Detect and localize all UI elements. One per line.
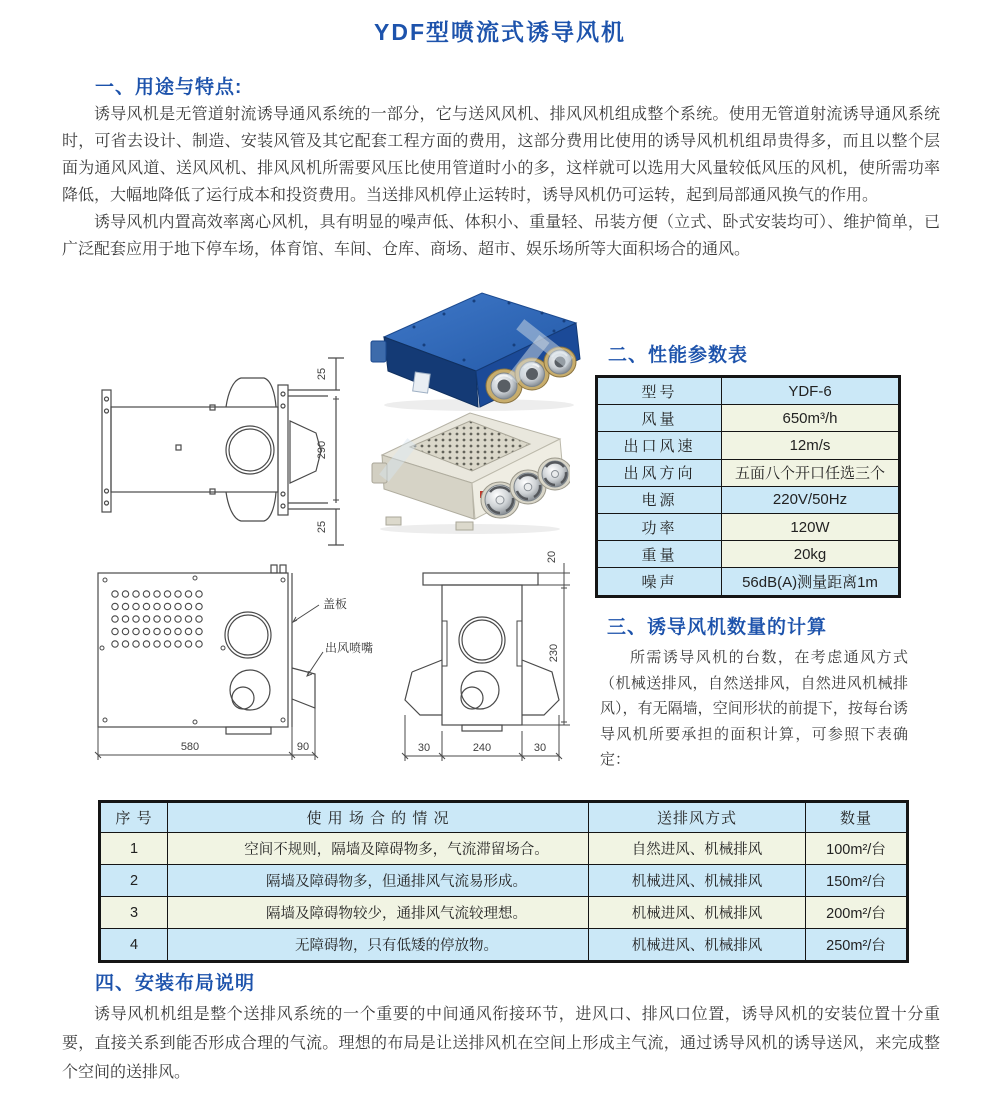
dim-plate: 20 [546, 550, 558, 564]
performance-spec-table [595, 375, 901, 598]
cell-situation: 无障碍物，只有低矮的停放物。 [168, 929, 589, 962]
label-sticker [413, 372, 430, 393]
spec-value: 五面八个开口任选三个 [722, 459, 900, 486]
cell-qty: 150m²/台 [806, 865, 908, 897]
table-row [100, 897, 908, 929]
spec-label: 型号 [597, 377, 722, 405]
cell-qty: 250m²/台 [806, 929, 908, 962]
cell-no: 3 [100, 897, 168, 929]
header-mode: 送排风方式 [589, 802, 806, 833]
header-no: 序 号 [100, 802, 168, 833]
table-row [597, 377, 900, 405]
table-row [100, 865, 908, 897]
spec-value: 56dB(A)测量距离1m [722, 568, 900, 596]
junction-box [371, 341, 386, 362]
mounting-foot [456, 522, 473, 530]
dim-nozzle: 90 [296, 741, 310, 753]
header-qty: 数量 [806, 802, 908, 833]
section4-paragraph [62, 1000, 940, 1087]
calc-paragraph-text: 所需诱导风机的台数，在考虑通风方式（机械送排风，自然送排风，自然进风机械排风），有无隔墙，空间形状的前提下，按每台诱导风机所要承担的面积计算，可参照下表确定： [600, 649, 908, 768]
section3-heading: 三、诱导风机数量的计算 [607, 617, 828, 638]
blue-unit-photo [364, 285, 588, 413]
spec-value: 12m/s [722, 432, 900, 459]
intro-paragraph-2: 诱导风机内置高效率离心风机，具有明显的噪声低、体积小、重量轻、吊装方便（立式、卧式安装均可）、维护简单，已广泛配套应用于地下停车场，体育馆、车间、仓库、商场、超市、娱乐场所等大面积场合的通风。 [62, 214, 940, 258]
spec-label: 噪声 [597, 568, 722, 596]
cover-plate-label: 盖板 [323, 597, 348, 611]
outlet-nozzle-label: 出风喷嘴 [325, 641, 374, 655]
white-unit-photo [370, 407, 570, 535]
spec-label: 出口风速 [597, 432, 722, 459]
table-row [597, 405, 900, 432]
section4-heading: 四、安装布局说明 [95, 973, 256, 994]
layout-paragraph-text: 诱导风机机组是整个送排风系统的一个重要的中间通风衔接环节，进风口、排风口位置，诱导风机的安装位置十分重要，直接关系到能否形成合理的气流。理想的布局是让送排风机在空间上形成主气流，通过诱导风机的诱导送风，来完成整个空间的送排风。 [62, 1006, 940, 1081]
usage-table [98, 800, 909, 963]
spec-value: 220V/50Hz [722, 486, 900, 513]
spec-label: 功率 [597, 513, 722, 540]
spec-label: 重量 [597, 541, 722, 568]
dim-flange-top: 25 [316, 367, 328, 381]
intro-paragraph-1: 诱导风机是无管道射流诱导通风系统的一部分，它与送风风机、排风风机组成整个系统。使用无管道射流诱导通风系统时，可省去设计、制造、安装风管及其它配套工程方面的费用，这部分费用比使用的诱导风机机组昂贵得多，而且以整个层面为通风风道、送风风机、排风风机所需要风压比使用管道时小的多，这样就可以选用大风量较低风压的风机，使所需功率降低，大幅地降低了运行成本和投资费用。当送排风机停止运转时，诱导风机仍可运转，起到局部通风换气的作用。 [62, 106, 940, 204]
cell-mode: 机械进风、机械排风 [589, 897, 806, 929]
table-row [597, 513, 900, 540]
cell-qty: 100m²/台 [806, 833, 908, 865]
cell-no: 1 [100, 833, 168, 865]
page-title: YDF型喷流式诱导风机 [374, 19, 626, 45]
table-row [100, 929, 908, 962]
dim-width: 240 [472, 742, 492, 754]
cell-no: 4 [100, 929, 168, 962]
side-view-drawing [78, 333, 370, 559]
table-header-row [100, 802, 908, 833]
front-view-drawing [398, 533, 596, 785]
spec-value: 650m³/h [722, 405, 900, 432]
inlet-hole-grid [112, 591, 202, 647]
cell-situation: 隔墙及障碍物多，但通排风气流易形成。 [168, 865, 589, 897]
dim-length: 580 [180, 741, 200, 753]
table-row [597, 541, 900, 568]
section2-heading: 二、性能参数表 [608, 345, 749, 366]
cell-situation: 空间不规则，隔墙及障碍物多，气流滞留场合。 [168, 833, 589, 865]
dim-right-nozzle: 30 [533, 742, 547, 754]
spec-value: YDF-6 [722, 377, 900, 405]
cell-no: 2 [100, 865, 168, 897]
table-row [597, 432, 900, 459]
table-row [597, 459, 900, 486]
spec-label: 风量 [597, 405, 722, 432]
mounting-foot [386, 517, 401, 525]
dim-flange-bottom: 25 [316, 520, 328, 534]
section1-heading: 一、用途与特点: [95, 77, 243, 98]
section1-paragraphs [62, 101, 940, 263]
cell-mode: 机械进风、机械排风 [589, 929, 806, 962]
spec-label: 出风方向 [597, 459, 722, 486]
spec-value: 120W [722, 513, 900, 540]
section3-paragraph [600, 645, 908, 773]
header-situation: 使 用 场 合 的 情 况 [168, 802, 589, 833]
cell-mode: 机械进风、机械排风 [589, 865, 806, 897]
cell-situation: 隔墙及障碍物较少，通排风气流较理想。 [168, 897, 589, 929]
spec-label: 电源 [597, 486, 722, 513]
top-view-drawing [83, 548, 398, 785]
dim-left-nozzle: 30 [417, 742, 431, 754]
dim-height: 290 [316, 440, 328, 460]
table-row [100, 833, 908, 865]
table-row [597, 486, 900, 513]
spec-value: 20kg [722, 541, 900, 568]
dim-height: 230 [548, 643, 560, 663]
cell-mode: 自然进风、机械排风 [589, 833, 806, 865]
cell-qty: 200m²/台 [806, 897, 908, 929]
table-row [597, 568, 900, 596]
